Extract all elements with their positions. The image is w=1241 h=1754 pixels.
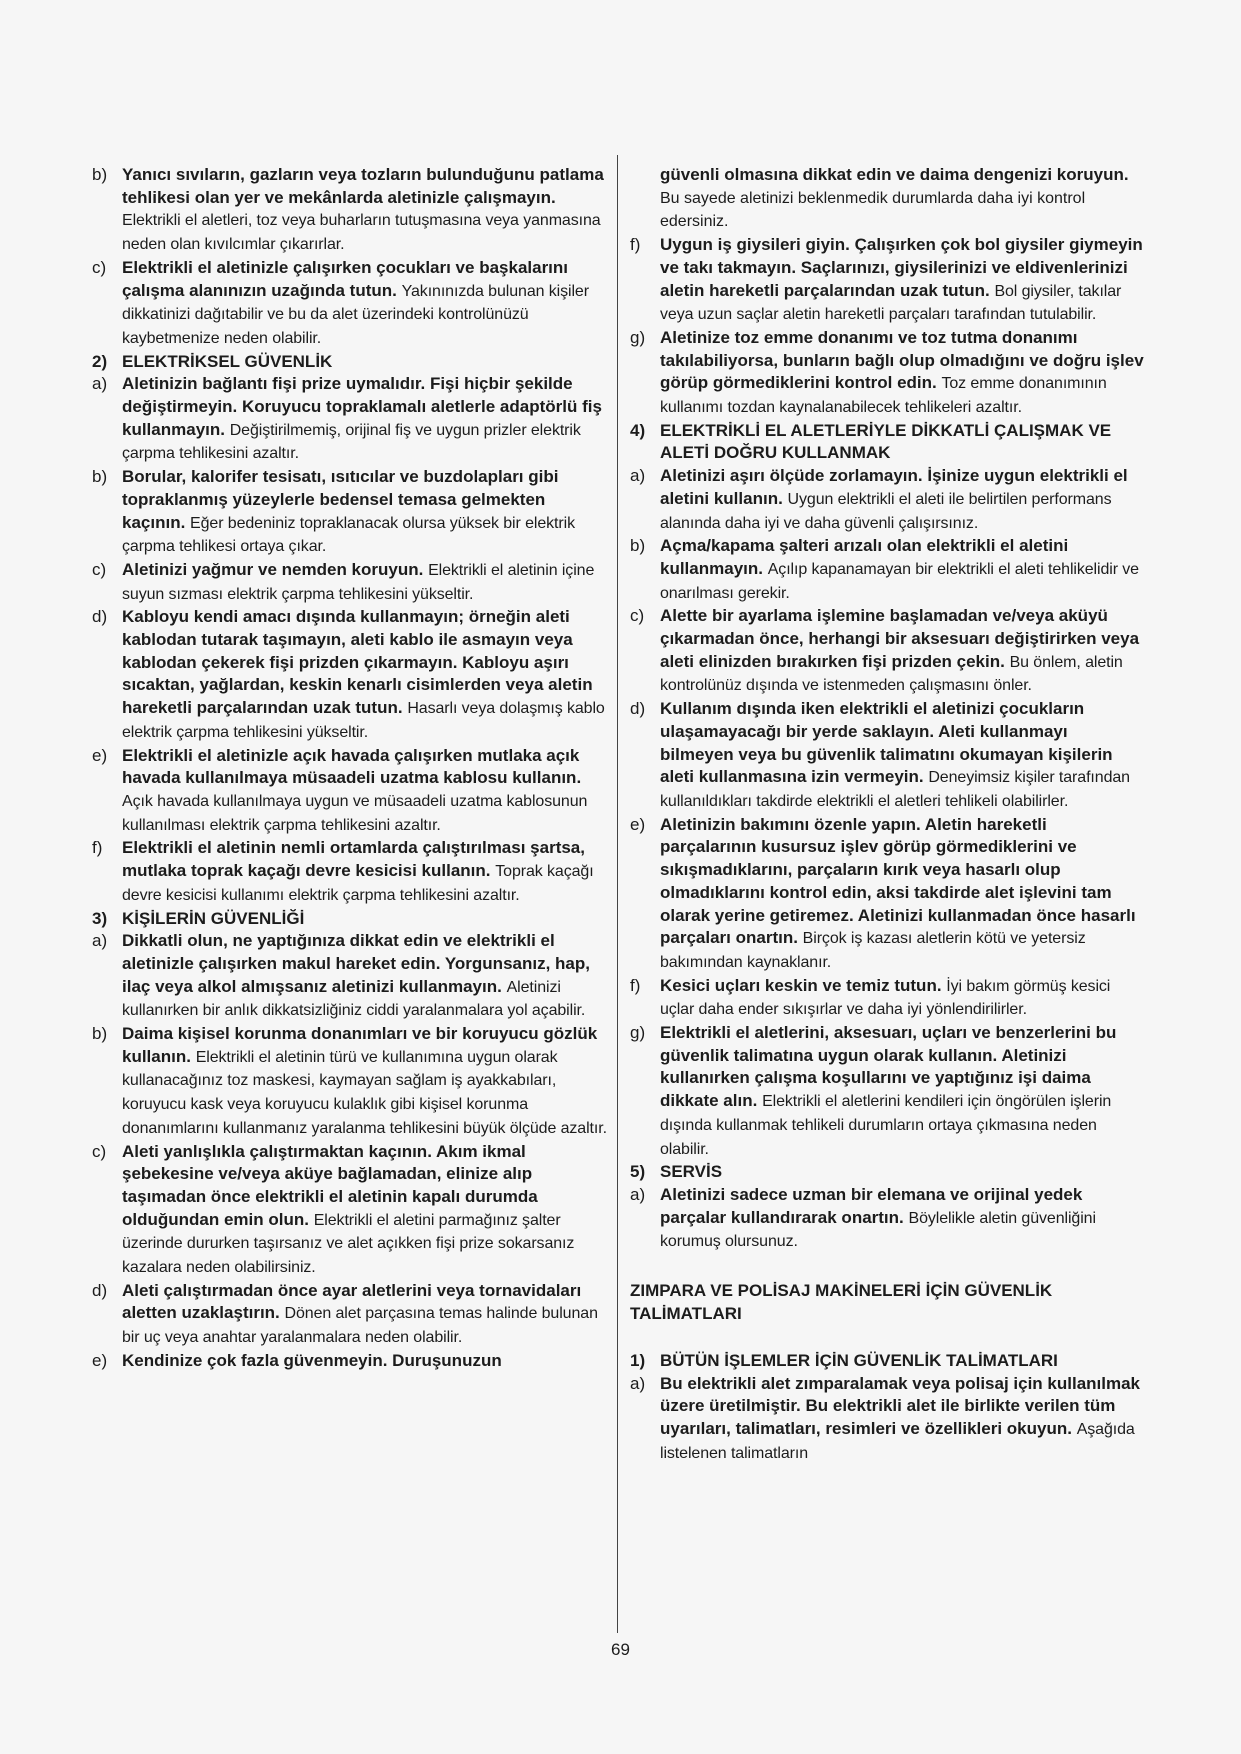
list-item: a) Dikkatli olun, ne yaptığınıza dikkat edin ve elektrikli el aletinizle çalışırken makul hareket edin. Yorgunsanız, hap, ilaç veya alkol almışsanız aletinizi kullanmayın. Aletinizi kullanırken bir anlık dikkatsizliğiniz ciddi yaralanmalara yol açabilir. [92,931,590,1020]
list-item: a) Bu elektrikli alet zımparalamak veya polisaj için kullanılmak üzere üretilmiştir. Bu elektrikli alet ile birlikte verilen tüm uyarıları, talimatları, resimleri ve özellikleri okuyun. Aşağıda listelenen talimatların [630,1373,1141,1462]
list-item: c) Alette bir ayarlama işlemine başlamadan ve/veya aküyü çıkarmadan önce, herhangi bir aksesuarı değiştirirken veya aleti elinizden bırakırken fişi prizden çekin. Bu önlem, aletin kontrolünüz dışında ve istenmeden çalışmasını önler. [630,606,1140,695]
list-item: b) Açma/kapama şalteri arızalı olan elektrikli el aletini kullanmayın. Açılıp kapanamayan bir elektrikli el aleti tehlikelidir ve onarılması gerekir. [630,536,1139,602]
list-item: c) Aleti yanlışlıkla çalıştırmaktan kaçının. Akım ikmal şebekesine ve/veya aküye bağlamadan, elinize alıp taşımadan önce elektrikli el aletinin kapalı durumda olduğundan emin olun. Elektrikli el aletini parmağınız şalter üzerinde dururken taşırsanız ve alet açıkken fişi prize sokarsanız kazalara neden olabilirsiniz. [92,1141,575,1277]
right-column [630,164,1145,1466]
section-heading: 2) ELEKTRİKSEL GÜVENLİK [92,351,333,371]
list-item: f) Kesici uçları keskin ve temiz tutun. İyi bakım görmüş kesici uçlar daha ender sıkışırlar ve daha iyi yönlendirilirler. [630,975,1111,1019]
chapter-heading: ZIMPARA VE POLİSAJ MAKİNELERİ İÇİN GÜVENLİK TALİMATLARI [630,1281,1053,1324]
list-item: g) Elektrikli el aletlerini, aksesuarı, uçları ve benzerlerini bu güvenlik talimatına uygun olarak kullanın. Aletinizi kullanırken çalışma koşullarını ve yaptığınız işi daima dikkate alın. Elektrikli el aletlerini kendileri için öngörülen işlerin dışında kullanmak tehlikeli durumların ortaya çıkmasına neden olabilir. [630,1023,1117,1158]
list-item: f) Elektrikli el aletinin nemli ortamlarda çalıştırılması şartsa, mutlaka toprak kaçağı devre kesicisi kullanın. Toprak kaçağı devre kesicisi kullanımı elektrik çarpma tehlikesini azaltır. [92,838,594,904]
list-item: b) Yanıcı sıvıların, gazların veya tozların bulunduğunu patlama tehlikesi olan yer ve mekânlarda aletinizle çalışmayın. Elektrikli el aletleri, toz veya buharların tutuşmasına veya yanmasına neden olan kıvılcımlar çıkarırlar. [92,165,604,254]
section-heading: 4) ELEKTRİKLİ EL ALETLERİYLE DİKKATLİ ÇALIŞMAK VE ALETİ DOĞRU KULLANMAK [630,420,1112,463]
list-item: b) Daima kişisel korunma donanımları ve bir koruyucu gözlük kullanın. Elektrikli el aletinin türü ve kullanımına uygun olarak kullanacağınız toz maskesi, kaymayan sağlam iş ayakkabıları, koruyucu kask veya koruyucu kulaklık gibi kişisel korunma donanımlarını kullanmanız yaralanma tehlikesini büyük ölçüde azaltır. [92,1024,607,1137]
continued-text: güvenli olmasına dikkat edin ve daima dengenizi koruyun. Bu sayede aletinizi beklenmedik durumlarda daha iyi kontrol edersiniz. [660,165,1129,231]
list-item: f) Uygun iş giysileri giyin. Çalışırken çok bol giysiler giymeyin ve takı takmayın. Saçlarınızı, giysilerinizi ve eldivenlerinizi aletin hareketli parçalarından uzak tutun. Bol giysiler, takılar veya uzun saçlar aletin hareketli parçaları tarafından tutulabilir. [630,235,1143,324]
column-divider [617,155,618,1633]
list-item: b) Borular, kalorifer tesisatı, ısıtıcılar ve buzdolapları gibi topraklanmış yüzeylerle bedensel temasa gelmekten kaçının. Eğer bedeniniz topraklanacak olursa yüksek bir elektrik çarpma tehlikesi ortaya çıkar. [92,467,575,556]
section-heading: 3) KİŞİLERİN GÜVENLİĞİ [92,908,305,928]
left-column [92,164,607,1373]
list-item: e) Aletinizin bakımını özenle yapın. Aletin hareketli parçalarının kusursuz işlev görüp görmediklerini ve sıkışmadıklarını, parçaların kırık veya hasarlı olup olmadıklarını kontrol edin, aksi takdirde alet işlevini tam olarak yerine getiremez. Aletinizi kullanmadan önce hasarlı parçaları onartın. Birçok iş kazası aletlerin kötü ve yetersiz bakımından kaynaklanır. [630,814,1136,971]
list-item: d) Aleti çalıştırmadan önce ayar aletlerini veya tornavidaları aletten uzaklaştırın. Dönen alet parçasına temas halinde bulunan bir uç veya anahtar yaralanmalara neden olabilir. [92,1280,598,1347]
list-item: a) Aletinizin bağlantı fişi prize uymalıdır. Fişi hiçbir şekilde değiştirmeyin. Koruyucu topraklamalı aletlerle adaptörlü fiş kullanmayın. Değiştirilmemiş, orijinal fiş ve uygun prizler elektrik çarpma tehlikesini azaltır. [92,374,602,463]
list-item: g) Aletinize toz emme donanımı ve toz tutma donanımı takılabiliyorsa, bunların bağlı olup olmadığını ve doğru işlev görüp görmediklerini kontrol edin. Toz emme donanımının kullanımı tozdan kaynalanabilecek tehlikeleri azaltır. [630,327,1144,417]
list-item: d) Kullanım dışında iken elektrikli el aletinizi çocukların ulaşamayacağı bir yerde saklayın. Aleti kullanmayı bilmeyen veya bu güvenlik talimatını okumayan kişilerin aleti kullanmasına izin vermeyin. Deneyimsiz kişiler tarafından kullanıldıkları takdirde elektrikli el aletleri tehlikeli olabilirler. [630,699,1130,810]
section-heading: 5) SERVİS [630,1162,723,1182]
list-item: c) Aletinizi yağmur ve nemden koruyun. Elektrikli el aletinin içine suyun sızması elektrik çarpma tehlikesini yükseltir. [92,559,595,603]
section-heading: 1) BÜTÜN İŞLEMLER İÇİN GÜVENLİK TALİMATLARI [630,1351,1058,1371]
list-item: a) Aletinizi sadece uzman bir elemana ve orijinal yedek parçalar kullandırarak onartın. Böylelikle aletin güvenliğini korumuş olursunuz. [630,1184,1096,1251]
list-item: e) Elektrikli el aletinizle açık havada çalışırken mutlaka açık havada kullanılmaya müsaadeli uzatma kablosu kullanın. Açık havada kullanılmaya uygun ve müsaadeli uzatma kablosunun kullanılması elektrik çarpma tehlikesini azaltır. [92,745,588,834]
list-item: e) Kendinize çok fazla güvenmeyin. Duruşunuzun [92,1350,502,1370]
list-item: a) Aletinizi aşırı ölçüde zorlamayın. İşinize uygun elektrikli el aletini kullanın. Uygun elektrikli el aleti ile belirtilen performans alanında daha iyi ve daha güvenli çalışırsınız. [630,466,1128,532]
list-item: c) Elektrikli el aletinizle çalışırken çocukları ve başkalarını çalışma alanınızın uzağında tutun. Yakınınızda bulunan kişiler dikkatinizi dağıtabilir ve bu da alet üzerindeki kontrolünüzü kaybetmenize neden olabilir. [92,257,589,347]
page-number: 69 [611,1640,630,1659]
list-item: d) Kabloyu kendi amacı dışında kullanmayın; örneğin aleti kablodan tutarak taşımayın, aleti kablo ile asmayın veya kablodan çekerek fişi prizden çıkarmayın. Kabloyu aşırı sıcaktan, yağlardan, keskin kenarlı cisimlerden veya aletin hareketli parçalarından uzak tutun. Hasarlı veya dolaşmış kablo elektrik çarpma tehlikesini yükseltir. [92,607,605,741]
